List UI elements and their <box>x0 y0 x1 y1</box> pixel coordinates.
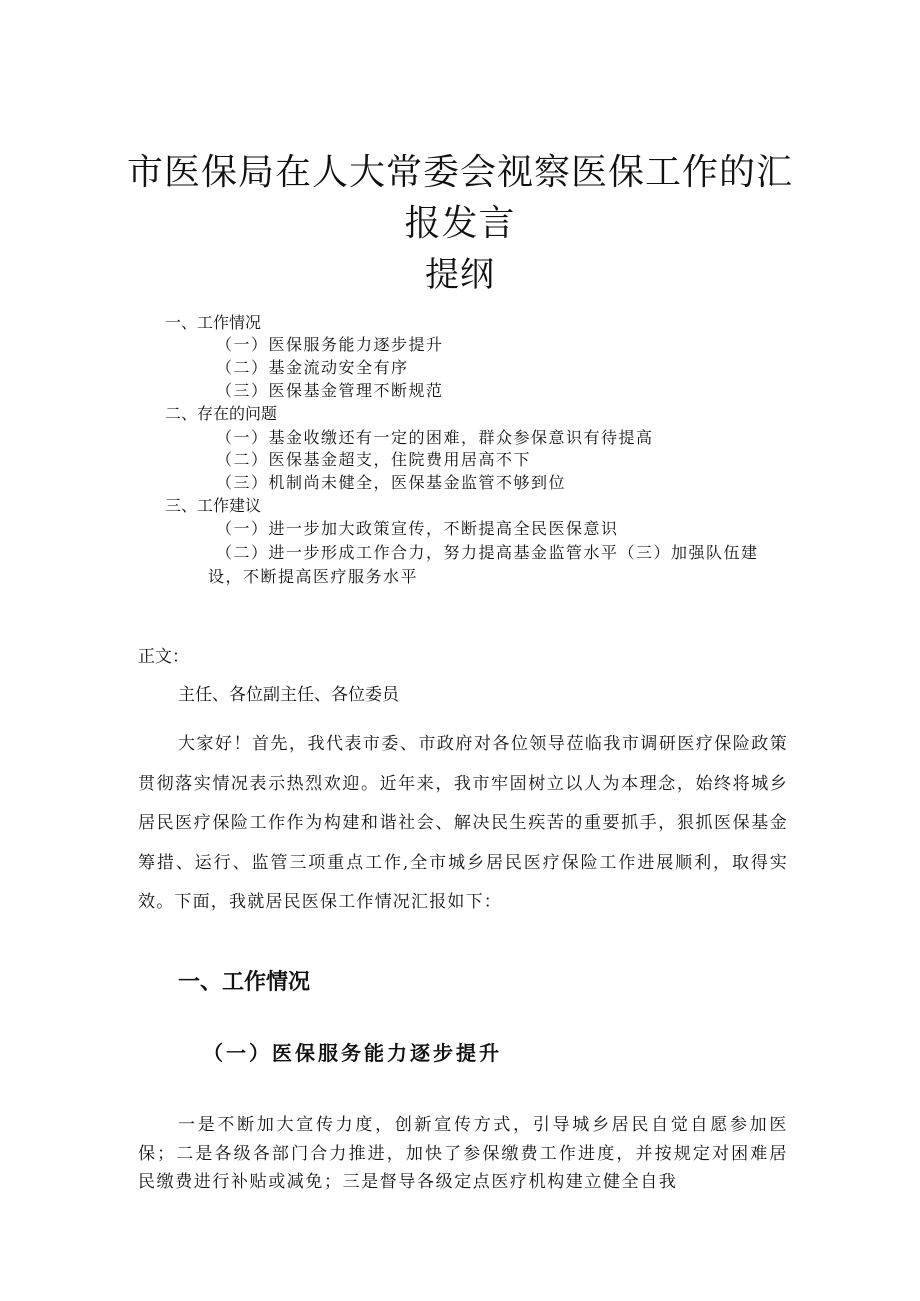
outline-section-3-item-1: （一）进一步加大政策宣传，不断提高全民医保意识 <box>216 519 619 538</box>
outline-section-3-item-3-line: 设，不断提高医疗服务水平 <box>208 567 419 586</box>
outline-section-2-heading: 二、存在的问题 <box>165 404 278 423</box>
intro-paragraph: 大家好！首先，我代表市委、市政府对各位领导莅临我市调研医疗保险政策贯彻落实情况表示热烈欢迎。近年来，我市牢固树立以人为本理念，始终将城乡居民医疗保险工作作为构建和谐社会、解决民生疾苦的重要抓手，狠抓医保基金筹措、运行、监管三项重点工作,全市城乡居民医疗保险工作进展顺利，取得实效。下面，我就居民医保工作情况汇报如下： <box>138 734 788 912</box>
outline-section-1-heading: 一、工作情况 <box>165 313 262 332</box>
salutation: 主任、各位副主任、各位委员 <box>178 685 399 705</box>
outline-section-1-item-3: （三）医保基金管理不断规范 <box>216 381 444 400</box>
subsection-heading-1: （一）医保服务能力逐步提升 <box>203 1041 502 1065</box>
outline-section-2-item-3: （三）机制尚未健全，医保基金监管不够到位 <box>216 473 567 492</box>
body-paragraph-1: 一是不断加大宣传力度，创新宣传方式，引导城乡居民自觉自愿参加医保；二是各级各部门合力推进，加快了参保缴费工作进度，并按规定对困难居民缴费进行补贴或减免；三是督导各级定点医疗机构建立健全自我 <box>138 1115 788 1192</box>
document-title-line1: 市医保局在人大常委会视察医保工作的汇 <box>126 152 793 193</box>
outline-section-1-item-1: （一）医保服务能力逐步提升 <box>216 335 444 354</box>
outline-section-2-item-1: （一）基金收缴还有一定的困难，群众参保意识有待提高 <box>216 428 654 447</box>
outline-section-3-item-2-line: （二）进一步形成工作合力，努力提高基金监管水平（三）加强队伍建 <box>216 543 759 562</box>
document-title-line2: 报发言 <box>404 203 516 244</box>
outline-title: 提纲 <box>425 255 495 295</box>
outline-section-1-item-2: （二）基金流动安全有序 <box>216 358 409 377</box>
section-heading-1: 一、工作情况 <box>178 970 311 995</box>
outline-section-3-heading: 三、工作建议 <box>165 496 262 515</box>
outline-section-3-item-2 <box>208 541 796 589</box>
outline-section-2-item-2: （二）医保基金超支，住院费用居高不下 <box>216 450 532 469</box>
body-label: 正文： <box>138 647 189 667</box>
